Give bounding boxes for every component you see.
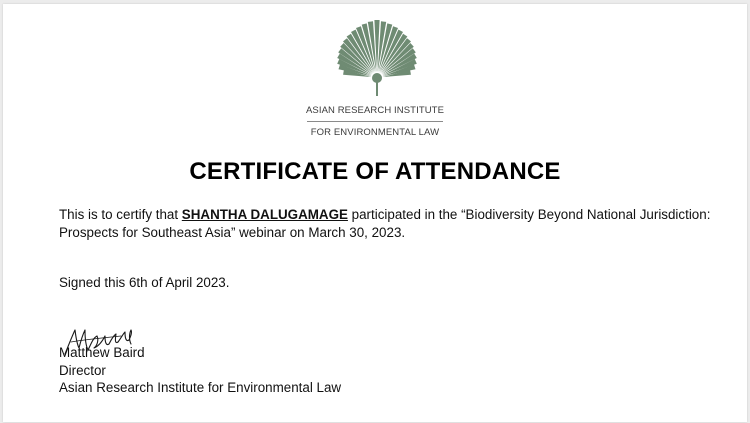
organization-name-line-2: FOR ENVIRONMENTAL LAW bbox=[310, 127, 440, 138]
certificate-page bbox=[3, 4, 747, 422]
certificate-body bbox=[59, 206, 719, 242]
organization-divider bbox=[307, 121, 443, 122]
organization-name-line-1: ASIAN RESEARCH INSTITUTE bbox=[305, 105, 445, 116]
signatory-organization: Asian Research Institute for Environmental Law bbox=[59, 380, 342, 395]
logo-stem bbox=[376, 78, 378, 96]
recipient-name: SHANTHA DALUGAMAGE bbox=[181, 207, 348, 222]
signatory-position: Director bbox=[59, 362, 106, 378]
fan-palm-leaf-icon bbox=[321, 12, 433, 100]
signatory-name: Matthew Baird bbox=[59, 345, 145, 360]
signed-date-line: Signed this 6th of April 2023. bbox=[59, 275, 230, 290]
body-text-after-name: participated in the “Biodiversity Beyond National Jurisdiction: Prospects for Southeast Asia” webinar on March 30, 2023. bbox=[59, 207, 711, 240]
logo-leaf-group bbox=[337, 20, 417, 83]
body-text-before-name: This is to certify that bbox=[59, 207, 182, 222]
signatory-block bbox=[59, 344, 341, 397]
certificate-title: CERTIFICATE OF ATTENDANCE bbox=[189, 158, 561, 185]
